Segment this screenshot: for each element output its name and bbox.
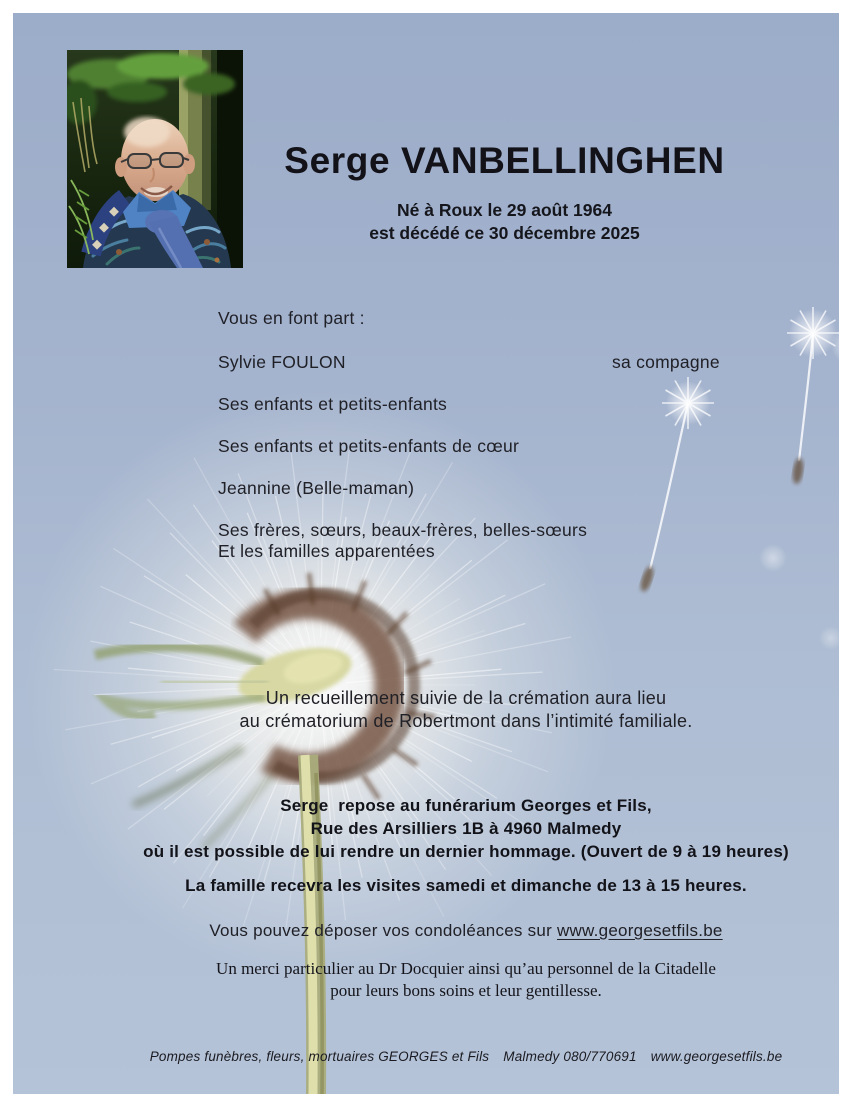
repose-line-3: où il est possible de lui rendre un dernier hommage. (Ouvert de 9 à 19 heures) — [143, 842, 789, 861]
condolences-link[interactable]: www.georgesetfils.be — [557, 921, 723, 940]
thanks-paragraph — [93, 958, 839, 1002]
thanks-line-1: Un merci particulier au Dr Docquier ainsi qu’au personnel de la Citadelle — [216, 959, 716, 978]
deceased-name: Serge VANBELLINGHEN — [284, 140, 725, 181]
repose-line-2: Rue des Arsilliers 1B à 4960 Malmedy — [310, 819, 622, 838]
ceremony-line-2: au crématorium de Robertmont dans l’intimité familiale. — [239, 711, 693, 731]
family-member-name: Sylvie FOULON — [218, 352, 346, 372]
repose-paragraph — [93, 794, 839, 863]
family-row — [218, 541, 818, 561]
death-line: est décédé ce 30 décembre 2025 — [369, 223, 640, 243]
family-member-name: Ses enfants et petits-enfants — [218, 394, 448, 414]
announcement-intro: Vous en font part : — [218, 308, 365, 328]
family-member-name: Ses frères, sœurs, beaux-frères, belles-sœurs — [218, 520, 588, 540]
ceremony-paragraph — [93, 687, 839, 733]
footer-website: www.georgesetfils.be — [650, 1049, 783, 1064]
ceremony-line-1: Un recueillement suivie de la crémation aura lieu — [265, 688, 667, 708]
family-member-name: Jeannine (Belle-maman) — [218, 478, 415, 498]
footer-company: Pompes funèbres, fleurs, mortuaires GEORGES et Fils — [149, 1049, 490, 1064]
family-member-name: Et les familles apparentées — [218, 541, 435, 561]
birth-line: Né à Roux le 29 août 1964 — [397, 200, 612, 220]
family-row — [218, 520, 818, 540]
header-block — [170, 139, 839, 245]
thanks-line-2: pour leurs bons soins et leur gentillesse. — [330, 981, 602, 1000]
family-row — [218, 352, 818, 372]
condolences-text: Vous pouvez déposer vos condoléances sur — [209, 921, 557, 940]
funeral-home-footer — [93, 1049, 839, 1064]
family-row — [218, 478, 818, 498]
condolences-line — [93, 921, 839, 941]
family-member-relation: sa compagne — [612, 352, 720, 372]
visits-line: La famille recevra les visites samedi et dimanche de 13 à 15 heures. — [185, 876, 747, 895]
family-announcement — [218, 308, 818, 561]
family-row — [218, 436, 818, 456]
birth-death-lines — [170, 199, 839, 245]
repose-line-1: Serge repose au funérarium Georges et Fils, — [280, 796, 652, 815]
footer-phone: Malmedy 080/770691 — [503, 1049, 637, 1064]
family-member-name: Ses enfants et petits-enfants de cœur — [218, 436, 520, 456]
family-row — [218, 394, 818, 414]
